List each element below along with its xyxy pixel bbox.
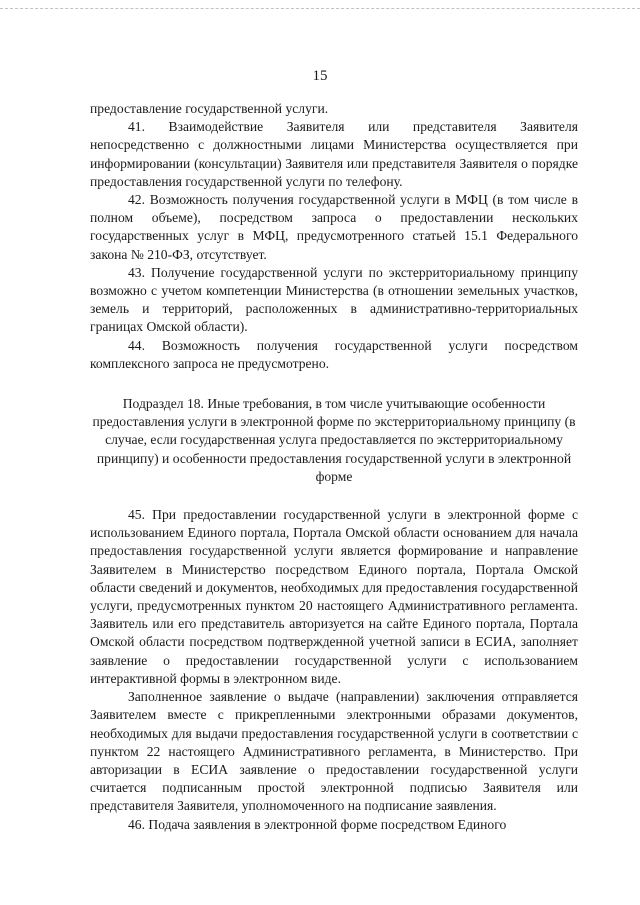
paragraph-42: 42. Возможность получения государственной услуги в МФЦ (в том числе в полном объеме), посредством запроса о предоставлении нескольких государственных услуг в МФЦ, предусмотренного статьей 15.1 Федерального закона № 210-ФЗ, отсутствует. bbox=[90, 192, 578, 262]
subsection-heading: Подраздел 18. Иные требования, в том числе учитывающие особенности предоставления услуги в электронной форме по экстерриториальному принципу (в случае, если государственная услуга предоставляется по экстерриториальному принципу) и особенности предоставления государственной услуги в электронной форме bbox=[92, 396, 576, 484]
paragraph-continuation: предоставление государственной услуги. bbox=[90, 101, 329, 116]
paragraph-41: 41. Взаимодействие Заявителя или представителя Заявителя непосредственно с должностными лицами Министерства осуществляется при информировании (консультации) Заявителя или представителя Заявителя о порядке предоставления государственной услуги по телефону. bbox=[90, 119, 578, 189]
paragraph-45: 45. При предоставлении государственной услуги в электронной форме с использованием Единого портала, Портала Омской области основанием для начала предоставления государственной услуги является формирование и направление Заявителем в Министерство посредством Единого портала, Портала Омской области сведений и документов, необходимых для предоставления государственной услуги, предусмотренных пунктом 20 настоящего Административного регламента. Заявитель или его представитель авторизуется на сайте Единого портала, Портала Омской области посредством подтвержденной учетной записи в ЕСИА, заполняет заявление о предоставлении государственной услуги с использованием интерактивной формы в электронном виде. bbox=[90, 507, 578, 686]
scan-edge-line bbox=[0, 8, 640, 9]
paragraph-46: 46. Подача заявления в электронной форме посредством Единого bbox=[128, 816, 507, 832]
paragraph-44: 44. Возможность получения государственной услуги посредством комплексного запроса не предусмотрено. bbox=[90, 337, 578, 371]
paragraphs-before bbox=[90, 100, 578, 373]
page-number: 15 bbox=[312, 68, 328, 84]
paragraphs-after bbox=[90, 506, 578, 834]
paragraph-43: 43. Получение государственной услуги по экстерриториальному принципу возможно с учетом компетенции Министерства (в отношении земельных участков, земель и территорий, расположенных в административно-территориальных границах Омской области). bbox=[90, 264, 578, 335]
document-body bbox=[90, 100, 578, 834]
paragraph-45-continued: Заполненное заявление о выдаче (направлении) заключения отправляется Заявителем вместе с прикрепленными электронными образами документов, необходимых для выдачи предоставления государственной услуги в соответствии с пунктом 22 настоящего Административного регламента, в Министерство. При авторизации в ЕСИА заявление о предоставлении государственной услуги считается подписанным простой электронной подписью Заявителя или представителя Заявителя, уполномоченного на подписание заявления. bbox=[90, 689, 578, 814]
